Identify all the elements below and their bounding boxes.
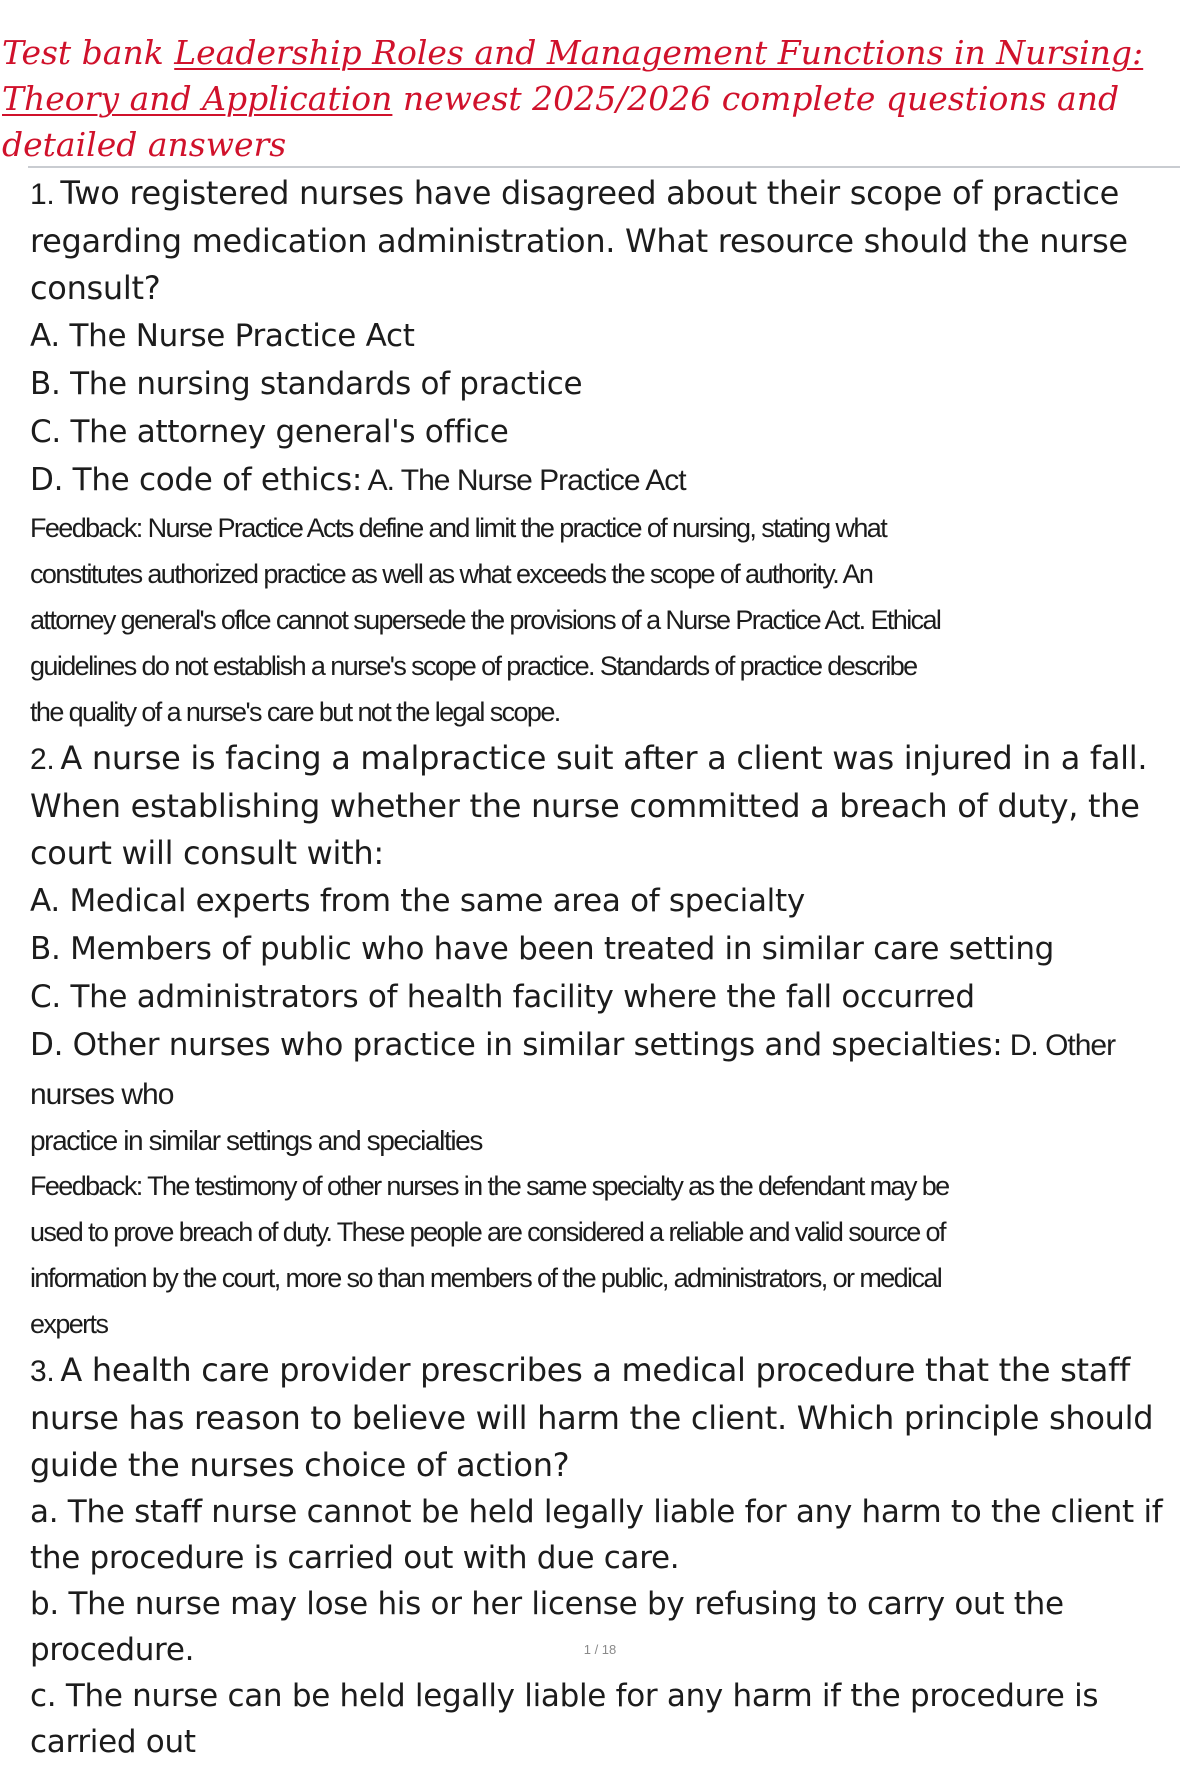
answer-option: A. Medical experts from the same area of specialty xyxy=(30,883,805,919)
question-list xyxy=(30,170,1190,1765)
answer-option-with-key xyxy=(30,456,1190,505)
question-2 xyxy=(30,735,1190,1347)
question-1 xyxy=(30,170,1190,735)
book-title-link[interactable]: Leadership Roles and Management Functions in Nursing: Theory and Application xyxy=(2,33,1144,118)
feedback-text: Feedback: The testimony of other nurses in the same specialty as the defendant may be used to prove breach of duty. These people are considered a reliable and valid source of information by the court, more so than members of the public, administrators, or medical experts xyxy=(30,1171,949,1339)
answer-option: a. The staff nurse cannot be held legally liable for any harm to the client if the procedure is carried out with due care. xyxy=(30,1494,1163,1576)
correct-answer: D. Other nurses who xyxy=(30,1029,1116,1111)
correct-answer: A. The Nurse Practice Act xyxy=(361,464,686,497)
answer-option: C. The administrators of health facility where the fall occurred xyxy=(30,979,975,1015)
correct-answer-continued: practice in similar settings and specialties xyxy=(30,1125,482,1156)
answer-option: D. The code of ethics: xyxy=(30,462,362,498)
question-stem: 2. A nurse is facing a malpractice suit after a client was injured in a fall. When establishing whether the nurse committed a breach of duty, the court will consult with: xyxy=(30,739,1148,872)
question-3 xyxy=(30,1347,1190,1765)
question-number: 2. xyxy=(30,743,55,776)
question-stem: 1. Two registered nurses have disagreed about their scope of practice regarding medication administration. What resource should the nurse consult? xyxy=(30,174,1128,307)
answer-option: C. The attorney general's office xyxy=(30,414,509,450)
answer-option: D. Other nurses who practice in similar settings and specialties: xyxy=(30,1027,1003,1063)
title-suffix: newest 2025/2026 complete questions and detailed answers xyxy=(2,79,1120,164)
answer-option: B. Members of public who have been treated in similar care setting xyxy=(30,931,1055,967)
answer-option: A. The Nurse Practice Act xyxy=(30,318,415,354)
answer-option: c. The nurse can be held legally liable for any harm if the procedure is carried out xyxy=(30,1678,1099,1760)
title-prefix: Test bank xyxy=(2,33,175,72)
document-title xyxy=(2,30,1192,168)
answer-option: B. The nursing standards of practice xyxy=(30,366,583,402)
question-number: 3. xyxy=(30,1355,55,1388)
feedback-text: Feedback: Nurse Practice Acts define and limit the practice of nursing, stating what constitutes authorized practice as well as what exceeds the scope of authority. An attorney general's oflce cannot supersede the provisions of a Nurse Practice Act. Ethical guidelines do not establish a nurse's scope of practice. Standards of practice describe the quality of a nurse's care but not the legal scope. xyxy=(30,513,941,727)
question-number: 1. xyxy=(30,178,55,211)
title-divider xyxy=(28,166,1180,168)
question-stem: 3. A health care provider prescribes a medical procedure that the staff nurse has reason to believe will harm the client. Which principle should guide the nurses choice of action? xyxy=(30,1351,1154,1484)
page-number: 1 / 18 xyxy=(583,1642,617,1657)
answer-option-with-key xyxy=(30,1021,1190,1119)
answer-option: b. The nurse may lose his or her license by refusing to carry out the procedure. xyxy=(30,1586,1064,1668)
